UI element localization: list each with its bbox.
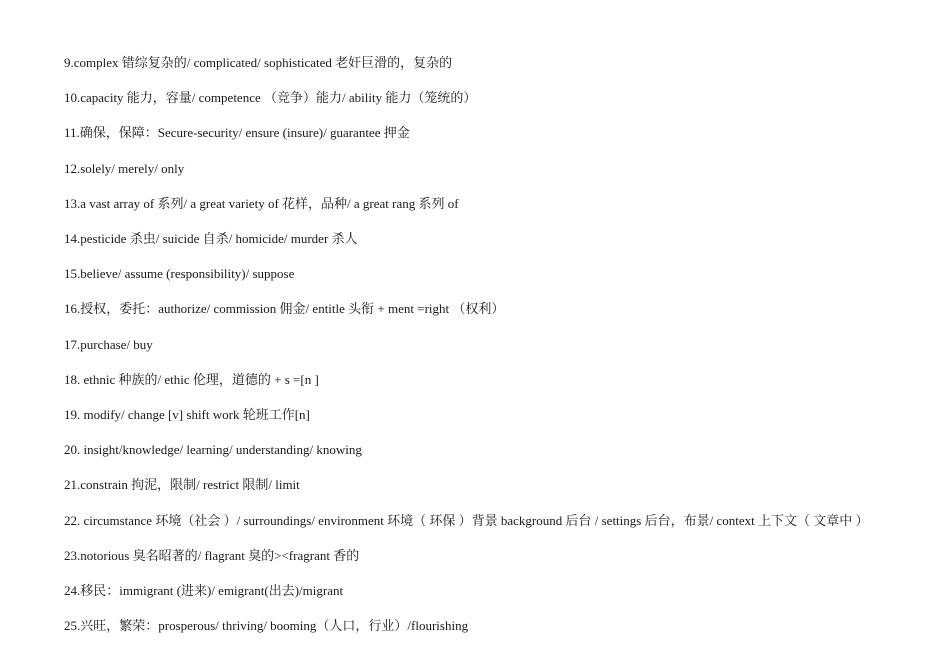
vocab-line-23: 23.notorious 臭名昭著的/ flagrant 臭的><fragrant 香的 <box>64 548 360 563</box>
vocab-line-12: 12.solely/ merely/ only <box>64 161 185 176</box>
vocab-line-22: 22. circumstance 环境（社会 ）/ surroundings/ environment 环境（ 环保 ）背景 background 后台 / settings 后台，布景/ context 上下文（ 文章中 ） <box>64 513 869 528</box>
vocab-line-25: 25.兴旺，繁荣：prosperous/ thriving/ booming（人口，行业）/flourishing <box>64 618 469 633</box>
vocab-line-20: 20. insight/knowledge/ learning/ understanding/ knowing <box>64 442 362 457</box>
vocab-line-15: 15.believe/ assume (responsibility)/ suppose <box>64 266 295 281</box>
vocab-line-17: 17.purchase/ buy <box>64 337 153 352</box>
vocab-line-10: 10.capacity 能力，容量/ competence （竞争）能力/ ability 能力（笼统的） <box>64 90 477 105</box>
vocab-line-11: 11.确保，保障：Secure-security/ ensure (insure)/ guarantee 押金 <box>64 125 410 140</box>
vocab-line-21: 21.constrain 拘泥，限制/ restrict 限制/ limit <box>64 477 300 492</box>
vocab-line-9: 9.complex 错综复杂的/ complicated/ sophisticated 老奸巨滑的，复杂的 <box>64 55 453 70</box>
vocab-line-18: 18. ethnic 种族的/ ethic 伦理，道德的 + s =[n ] <box>64 372 319 387</box>
vocab-line-14: 14.pesticide 杀虫/ suicide 自杀/ homicide/ murder 杀人 <box>64 231 358 246</box>
vocab-line-16: 16.授权，委托：authorize/ commission 佣金/ entitle 头衔 + ment =right （权利） <box>64 301 505 316</box>
vocab-line-24: 24.移民：immigrant (进来)/ emigrant(出去)/migrant <box>64 583 344 598</box>
vocab-line-19: 19. modify/ change [v] shift work 轮班工作[n] <box>64 407 310 422</box>
vocab-line-13: 13.a vast array of 系列/ a great variety of 花样，品种/ a great rang 系列 of <box>64 196 459 211</box>
